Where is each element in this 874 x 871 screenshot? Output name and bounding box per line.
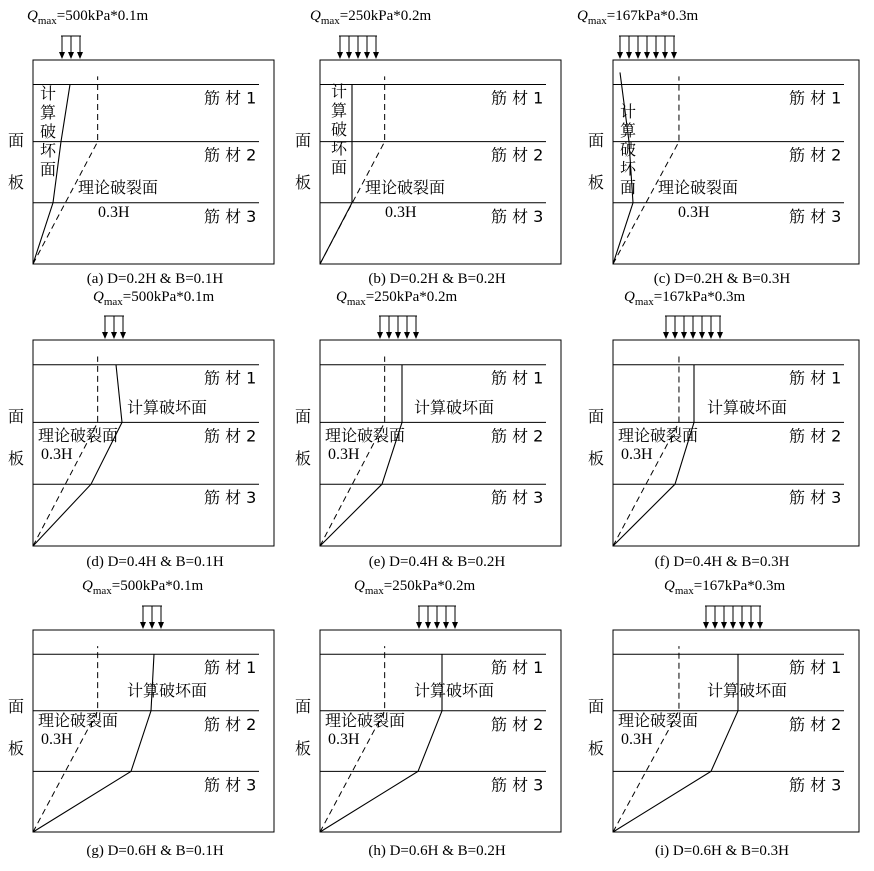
load-arrowhead	[425, 622, 431, 629]
computed-label-char: 面	[620, 178, 637, 197]
load-arrowhead	[717, 332, 723, 339]
computed-label-char: 坏	[40, 141, 57, 160]
load-arrowhead	[102, 332, 108, 339]
facing-label-char: 面	[8, 407, 25, 426]
load-arrowhead	[140, 622, 146, 629]
reinforcement-label-2: 筋 材 2	[789, 714, 842, 734]
load-symbol: Q	[27, 8, 38, 24]
theoretical-sub-label: 0.3H	[385, 204, 417, 221]
load-arrowhead	[644, 52, 650, 59]
facing-label-char: 板	[295, 173, 312, 192]
theoretical-sub-label: 0.3H	[621, 446, 653, 463]
load-arrowhead	[739, 622, 745, 629]
load-value: =167kPa*0.3m	[693, 578, 786, 594]
panel-caption: (i) D=0.6H & B=0.3H	[655, 843, 789, 859]
load-subscript: max	[674, 585, 694, 597]
load-arrowhead	[364, 52, 370, 59]
load-text	[577, 8, 699, 27]
theoretical-label: 理论破裂面	[618, 711, 699, 730]
facing-label-char: 面	[295, 131, 312, 150]
computed-label-char: 面	[40, 160, 57, 179]
load-arrowhead	[337, 52, 343, 59]
load-value: =250kPa*0.2m	[365, 289, 458, 305]
facing-label-char: 板	[295, 449, 312, 468]
load-symbol: Q	[624, 289, 635, 305]
reinforcement-label-1: 筋 材 1	[204, 88, 257, 108]
facing-label-char: 面	[8, 697, 25, 716]
facing-label-char: 面	[295, 697, 312, 716]
facing-label-char: 板	[588, 449, 605, 468]
load-arrowhead	[443, 622, 449, 629]
load-symbol: Q	[336, 289, 347, 305]
reinforcement-label-3: 筋 材 3	[491, 206, 544, 226]
load-text	[93, 289, 215, 308]
load-text	[27, 8, 149, 27]
theoretical-label: 理论破裂面	[38, 426, 119, 445]
load-subscript: max	[364, 585, 384, 597]
reinforcement-label-2: 筋 材 2	[204, 145, 257, 165]
reinforcement-label-1: 筋 材 1	[789, 658, 842, 678]
load-arrowhead	[120, 332, 126, 339]
load-subscript: max	[320, 15, 340, 27]
theoretical-label: 理论破裂面	[38, 711, 119, 730]
panel-caption: (a) D=0.2H & B=0.1H	[86, 271, 224, 287]
load-text	[336, 289, 458, 308]
reinforcement-label-2: 筋 材 2	[789, 145, 842, 165]
panel-e	[295, 289, 561, 570]
load-symbol: Q	[310, 8, 321, 24]
load-value: =500kPa*0.1m	[111, 578, 204, 594]
reinforcement-label-1: 筋 材 1	[491, 368, 544, 388]
load-arrowhead	[111, 332, 117, 339]
panel-d	[8, 289, 274, 570]
panel-a	[8, 8, 274, 287]
load-value: =250kPa*0.2m	[383, 578, 476, 594]
reinforcement-label-3: 筋 材 3	[491, 488, 544, 508]
reinforcement-label-3: 筋 材 3	[789, 206, 842, 226]
panel-g	[8, 578, 274, 859]
computed-label-char: 坏	[620, 159, 637, 178]
reinforcement-label-2: 筋 材 2	[789, 426, 842, 446]
panel-h	[295, 578, 561, 859]
theoretical-label: 理论破裂面	[365, 178, 446, 197]
load-arrowhead	[721, 622, 727, 629]
computed-label-char: 算	[40, 103, 57, 122]
reinforcement-label-3: 筋 材 3	[204, 206, 257, 226]
load-arrowhead	[671, 52, 677, 59]
facing-label-char: 板	[8, 739, 25, 758]
load-arrowhead	[653, 52, 659, 59]
theoretical-label: 理论破裂面	[658, 178, 739, 197]
load-text	[624, 289, 746, 308]
load-symbol: Q	[577, 8, 588, 24]
load-arrowhead	[377, 332, 383, 339]
load-arrowhead	[416, 622, 422, 629]
load-symbol: Q	[354, 578, 365, 594]
theoretical-sub-label: 0.3H	[98, 204, 130, 221]
reinforcement-label-2: 筋 材 2	[491, 145, 544, 165]
load-arrowhead	[748, 622, 754, 629]
load-value: =500kPa*0.1m	[122, 289, 215, 305]
load-arrowhead	[730, 622, 736, 629]
facing-label-char: 面	[588, 697, 605, 716]
load-text	[82, 578, 204, 597]
load-subscript: max	[587, 15, 607, 27]
reinforcement-label-2: 筋 材 2	[491, 426, 544, 446]
computed-label: 计算破坏面	[707, 681, 788, 700]
facing-label-char: 板	[295, 739, 312, 758]
load-arrowhead	[434, 622, 440, 629]
load-text	[664, 578, 786, 597]
load-arrowhead	[663, 332, 669, 339]
panel-caption: (g) D=0.6H & B=0.1H	[86, 843, 224, 859]
panel-b	[295, 8, 561, 287]
load-arrowhead	[404, 332, 410, 339]
reinforcement-label-2: 筋 材 2	[204, 426, 257, 446]
theoretical-sub-label: 0.3H	[621, 731, 653, 748]
facing-label-char: 板	[588, 173, 605, 192]
facing-label-char: 板	[8, 449, 25, 468]
load-symbol: Q	[82, 578, 93, 594]
load-subscript: max	[92, 585, 112, 597]
computed-label-char: 算	[620, 121, 637, 140]
load-arrowhead	[452, 622, 458, 629]
facing-label-char: 面	[588, 131, 605, 150]
facing-label-char: 面	[295, 407, 312, 426]
load-subscript: max	[37, 15, 57, 27]
load-arrowhead	[626, 52, 632, 59]
reinforcement-label-3: 筋 材 3	[789, 488, 842, 508]
load-arrowhead	[413, 332, 419, 339]
panel-caption: (b) D=0.2H & B=0.2H	[368, 271, 506, 287]
computed-label-char: 坏	[331, 139, 348, 158]
reinforcement-label-1: 筋 材 1	[204, 368, 257, 388]
computed-label-char: 计	[331, 82, 348, 101]
panel-caption: (f) D=0.4H & B=0.3H	[654, 554, 790, 570]
reinforcement-label-1: 筋 材 1	[491, 88, 544, 108]
computed-label: 计算破坏面	[127, 398, 208, 417]
load-arrowhead	[703, 622, 709, 629]
load-symbol: Q	[93, 289, 104, 305]
panel-f	[588, 289, 859, 570]
theoretical-sub-label: 0.3H	[328, 446, 360, 463]
load-arrowhead	[355, 52, 361, 59]
reinforcement-label-1: 筋 材 1	[204, 658, 257, 678]
load-text	[354, 578, 476, 597]
load-arrowhead	[690, 332, 696, 339]
panel-caption: (d) D=0.4H & B=0.1H	[86, 554, 224, 570]
reinforcement-label-2: 筋 材 2	[204, 714, 257, 734]
theoretical-sub-label: 0.3H	[41, 446, 73, 463]
reinforcement-label-1: 筋 材 1	[789, 368, 842, 388]
reinforcement-label-3: 筋 材 3	[204, 775, 257, 795]
panel-c	[577, 8, 859, 287]
computed-label-char: 破	[620, 140, 637, 159]
panel-caption: (c) D=0.2H & B=0.3H	[653, 271, 791, 287]
panel-i	[588, 578, 859, 859]
panel-caption: (e) D=0.4H & B=0.2H	[368, 554, 506, 570]
reinforcement-label-3: 筋 材 3	[491, 775, 544, 795]
reinforcement-label-1: 筋 材 1	[789, 88, 842, 108]
computed-label-char: 计	[620, 102, 637, 121]
load-arrowhead	[149, 622, 155, 629]
reinforcement-label-3: 筋 材 3	[789, 775, 842, 795]
reinforcement-label-3: 筋 材 3	[204, 488, 257, 508]
reinforcement-label-2: 筋 材 2	[491, 714, 544, 734]
facing-label-char: 面	[8, 131, 25, 150]
theoretical-sub-label: 0.3H	[328, 731, 360, 748]
load-text	[310, 8, 432, 27]
load-arrowhead	[373, 52, 379, 59]
facing-label-char: 板	[8, 173, 25, 192]
load-subscript: max	[634, 296, 654, 308]
load-value: =250kPa*0.2m	[339, 8, 432, 24]
load-arrowhead	[77, 52, 83, 59]
load-value: =167kPa*0.3m	[653, 289, 746, 305]
reinforcement-label-1: 筋 材 1	[491, 658, 544, 678]
computed-label: 计算破坏面	[127, 681, 208, 700]
theoretical-label: 理论破裂面	[78, 178, 159, 197]
load-arrowhead	[617, 52, 623, 59]
load-arrowhead	[662, 52, 668, 59]
load-symbol: Q	[664, 578, 675, 594]
panel-caption: (h) D=0.6H & B=0.2H	[368, 843, 506, 859]
computed-label-char: 算	[331, 101, 348, 120]
load-arrowhead	[158, 622, 164, 629]
load-value: =167kPa*0.3m	[606, 8, 699, 24]
load-arrowhead	[386, 332, 392, 339]
facing-label-char: 板	[588, 739, 605, 758]
computed-label: 计算破坏面	[414, 398, 495, 417]
load-arrowhead	[757, 622, 763, 629]
load-arrowhead	[712, 622, 718, 629]
theoretical-label: 理论破裂面	[325, 426, 406, 445]
theoretical-sub-label: 0.3H	[41, 731, 73, 748]
load-arrowhead	[635, 52, 641, 59]
load-arrowhead	[681, 332, 687, 339]
load-arrowhead	[672, 332, 678, 339]
facing-label-char: 面	[588, 407, 605, 426]
theoretical-label: 理论破裂面	[618, 426, 699, 445]
load-arrowhead	[708, 332, 714, 339]
computed-label-char: 破	[331, 120, 348, 139]
theoretical-label: 理论破裂面	[325, 711, 406, 730]
load-subscript: max	[346, 296, 366, 308]
load-arrowhead	[68, 52, 74, 59]
computed-label-char: 计	[40, 84, 57, 103]
computed-label-char: 面	[331, 158, 348, 177]
load-arrowhead	[346, 52, 352, 59]
computed-label: 计算破坏面	[707, 398, 788, 417]
computed-label-char: 破	[40, 122, 57, 141]
computed-label: 计算破坏面	[414, 681, 495, 700]
load-arrowhead	[59, 52, 65, 59]
load-subscript: max	[103, 296, 123, 308]
load-arrowhead	[395, 332, 401, 339]
theoretical-sub-label: 0.3H	[678, 204, 710, 221]
load-value: =500kPa*0.1m	[56, 8, 149, 24]
load-arrowhead	[699, 332, 705, 339]
